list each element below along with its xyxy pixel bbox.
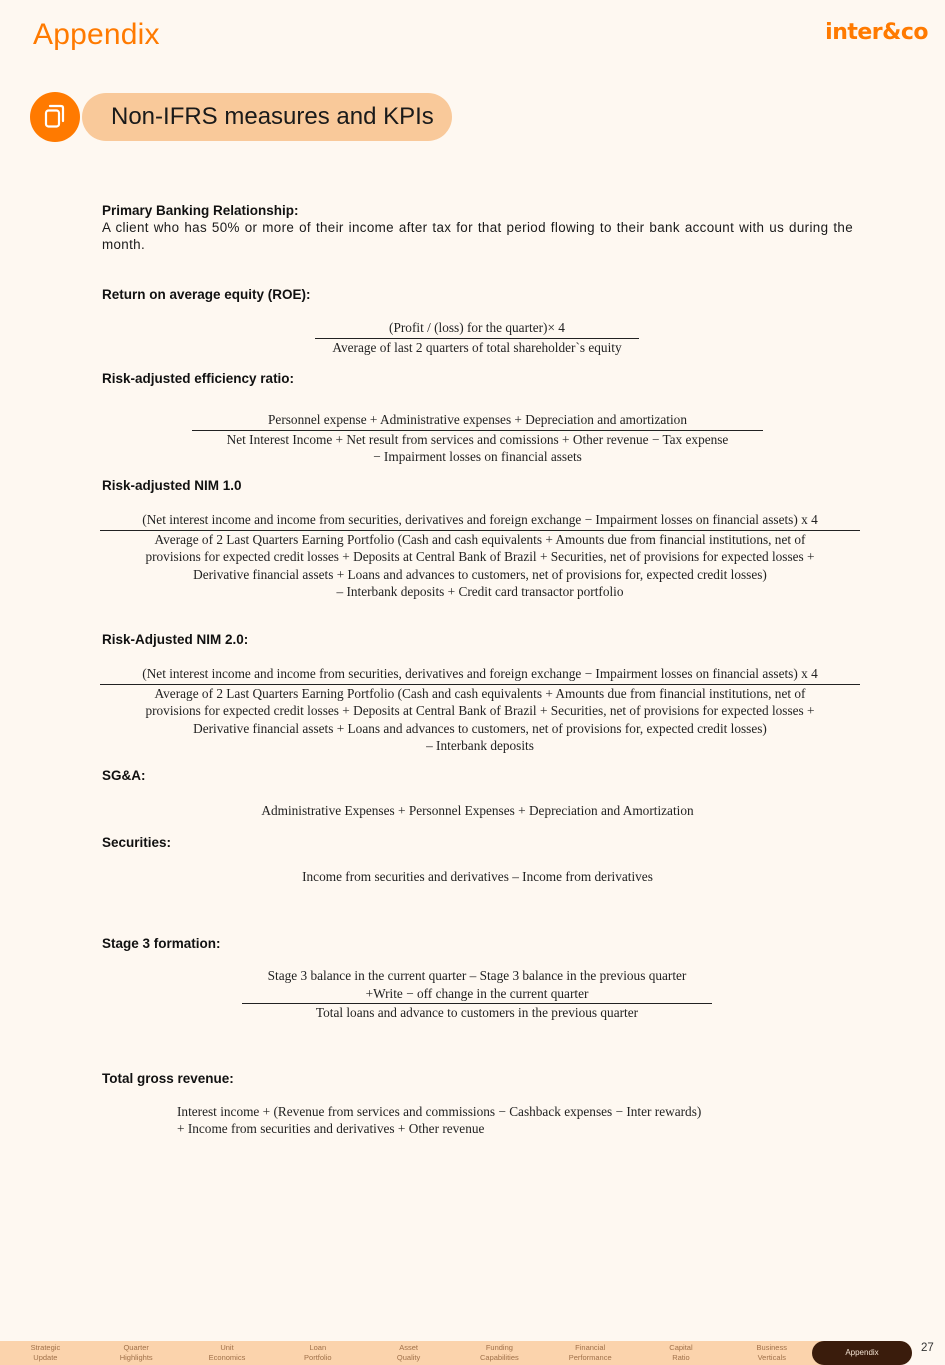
revenue-line-1: Interest income + (Revenue from services and commissions − Cashback expenses − Inter rewards)	[177, 1104, 702, 1119]
nim2-formula	[100, 665, 860, 755]
nav-capital-ratio[interactable]: Capital Ratio	[669, 1343, 693, 1362]
nim2-denominator-line-4: – Interbank deposits	[426, 738, 534, 753]
revenue-formula	[177, 1104, 817, 1137]
pbr-definition: A client who has 50% or more of their income after tax for that period flowing to their bank account with us during the month.	[102, 220, 853, 252]
nav-quarter-highlights[interactable]: Quarter Highlights	[119, 1343, 153, 1362]
nim2-numerator: (Net interest income and income from securities, derivatives and foreign exchange − Impairment losses on financial assets) x 4	[142, 666, 818, 681]
nim2-denominator-line-3: Derivative financial assets + Loans and advances to customers, net of provisions for, expected credit losses)	[193, 720, 767, 736]
inter-co-logo: inter&co	[825, 20, 928, 45]
nav-financial-performance[interactable]: Financial Performance	[568, 1343, 612, 1362]
nim1-formula	[100, 511, 860, 601]
roe-heading: Return on average equity (ROE):	[102, 287, 311, 302]
roe-denominator: Average of last 2 quarters of total shareholder`s equity	[332, 339, 622, 355]
stage3-denominator: Total loans and advance to customers in the previous quarter	[315, 1005, 639, 1020]
nim2-heading: Risk-Adjusted NIM 2.0:	[102, 632, 249, 647]
revenue-line-2: + Income from securities and derivatives + Other revenue	[177, 1120, 485, 1136]
page-title: Appendix	[33, 18, 160, 51]
nav-strategic-update[interactable]: Strategic Update	[30, 1343, 61, 1362]
copy-icon	[30, 92, 80, 142]
nim1-numerator: (Net interest income and income from securities, derivatives and foreign exchange − Impairment losses on financial assets) x 4	[142, 512, 818, 527]
nim1-denominator-line-4: – Interbank deposits + Credit card transactor portfolio	[336, 584, 624, 599]
stage3-heading: Stage 3 formation:	[102, 936, 221, 951]
page-number: 27	[921, 1342, 934, 1354]
efficiency-heading: Risk-adjusted efficiency ratio:	[102, 371, 295, 386]
pbr-heading: Primary Banking Relationship:	[102, 203, 299, 218]
section-header	[30, 92, 455, 142]
nim1-heading: Risk-adjusted NIM 1.0	[102, 478, 242, 493]
securities-heading: Securities:	[102, 835, 172, 850]
nim2-denominator-line-2: provisions for expected credit losses + Deposits at Central Bank of Brazil + Securities, net of provisions for expected losses +	[145, 703, 815, 718]
revenue-heading: Total gross revenue:	[102, 1071, 234, 1086]
efficiency-numerator: Personnel expense + Administrative expenses + Depreciation and amortization	[268, 412, 687, 427]
section-title: Non-IFRS measures and KPIs	[82, 93, 452, 141]
roe-formula	[315, 319, 639, 356]
sga-heading: SG&A:	[102, 768, 146, 783]
stage3-formula	[242, 967, 712, 1022]
nav-funding-capabilities[interactable]: Funding Capabilities	[479, 1343, 519, 1362]
nav-unit-economics[interactable]: Unit Economics	[208, 1343, 246, 1362]
nim1-denominator-line-1: Average of 2 Last Quarters Earning Portfolio (Cash and cash equivalents + Amounts due from financial institutions, net of	[154, 531, 806, 547]
roe-numerator: (Profit / (loss) for the quarter)× 4	[389, 320, 565, 335]
stage3-numerator-line-2: +Write − off change in the current quarter	[365, 985, 589, 1001]
section-nav	[0, 1341, 912, 1365]
efficiency-denominator-line-1: Net Interest Income + Net result from services and comissions + Other revenue − Tax expense	[226, 431, 729, 447]
nav-business-verticals[interactable]: Business Verticals	[756, 1343, 787, 1362]
sga-formula: Administrative Expenses + Personnel Expenses + Depreciation and Amortization	[261, 803, 694, 818]
efficiency-denominator-line-2: − Impairment losses on financial assets	[373, 449, 582, 464]
stage3-numerator-line-1: Stage 3 balance in the current quarter – Stage 3 balance in the previous quarter	[267, 968, 687, 983]
nav-loan-portfolio[interactable]: Loan Portfolio	[304, 1343, 332, 1362]
efficiency-formula	[192, 411, 763, 466]
securities-formula: Income from securities and derivatives – Income from derivatives	[302, 869, 653, 884]
nav-appendix[interactable]: Appendix	[812, 1341, 912, 1365]
nim1-denominator-line-2: provisions for expected credit losses + Deposits at Central Bank of Brazil + Securities, net of provisions for expected losses +	[145, 549, 815, 564]
nim2-denominator-line-1: Average of 2 Last Quarters Earning Portfolio (Cash and cash equivalents + Amounts due from financial institutions, net of	[154, 685, 806, 701]
nav-asset-quality[interactable]: Asset Quality	[396, 1343, 421, 1362]
nim1-denominator-line-3: Derivative financial assets + Loans and advances to customers, net of provisions for, expected credit losses)	[193, 566, 767, 582]
